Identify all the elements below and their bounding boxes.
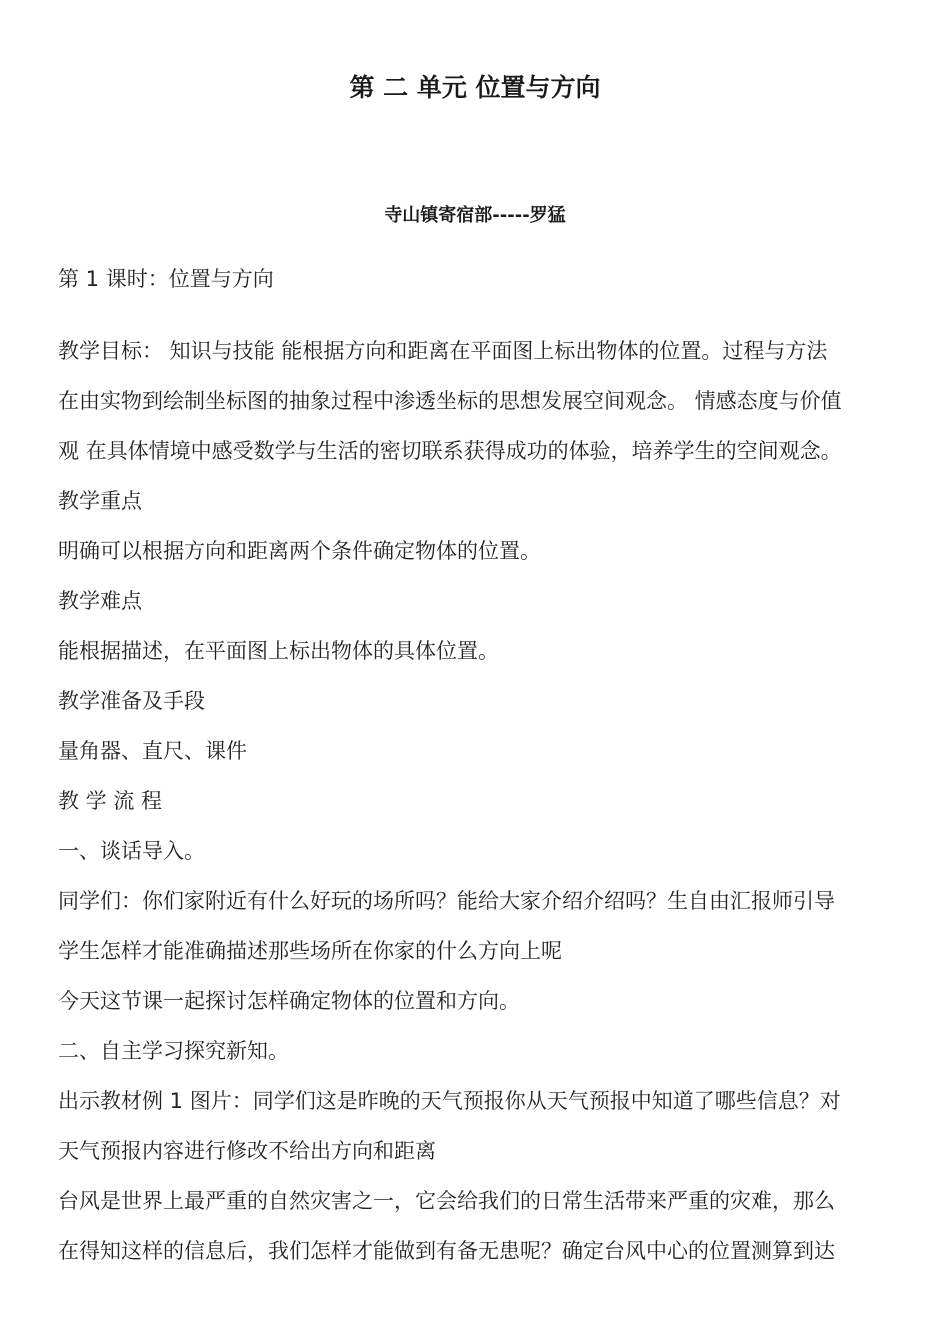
paragraph-line: 量角器、直尺、课件	[58, 739, 247, 763]
document-title: 第 二 单元 位置与方向	[349, 73, 601, 102]
paragraph-line: 教学目标： 知识与技能 能根据方向和距离在平面图上标出物体的位置。过程与方法	[58, 339, 828, 363]
paragraph-line: 同学们：你们家附近有什么好玩的场所吗？能给大家介绍介绍吗？生自由汇报师引导	[58, 889, 835, 913]
paragraph-line: 学生怎样才能准确描述那些场所在你家的什么方向上呢	[58, 939, 562, 963]
section-heading: 教学重点	[58, 489, 142, 513]
section-heading: 教 学 流 程	[58, 789, 163, 813]
author-line: 寺山镇寄宿部-----罗猛	[384, 205, 566, 226]
lesson-heading: 第 1 课时：位置与方向	[58, 267, 274, 291]
paragraph-line: 今天这节课一起探讨怎样确定物体的位置和方向。	[58, 989, 520, 1013]
paragraph-line: 观 在具体情境中感受数学与生活的密切联系获得成功的体验，培养学生的空间观念。	[58, 439, 842, 463]
paragraph-line: 明确可以根据方向和距离两个条件确定物体的位置。	[58, 539, 541, 563]
paragraph-line: 在由实物到绘制坐标图的抽象过程中渗透坐标的思想发展空间观念。 情感态度与价值	[58, 389, 842, 413]
section-heading: 教学准备及手段	[58, 689, 205, 713]
paragraph-line: 出示教材例 1 图片：同学们这是昨晚的天气预报你从天气预报中知道了哪些信息？对	[58, 1089, 841, 1113]
section-heading: 教学难点	[58, 589, 142, 613]
paragraph-line: 天气预报内容进行修改不给出方向和距离	[58, 1139, 436, 1163]
paragraph-line: 在得知这样的信息后，我们怎样才能做到有备无患呢？确定台风中心的位置测算到达	[58, 1239, 835, 1263]
section-heading: 一、谈话导入。	[58, 839, 205, 863]
paragraph-line: 能根据描述，在平面图上标出物体的具体位置。	[58, 639, 499, 663]
document-body	[58, 326, 894, 1276]
section-heading: 二、自主学习探究新知。	[58, 1039, 289, 1063]
paragraph-line: 台风是世界上最严重的自然灾害之一，它会给我们的日常生活带来严重的灾难，那么	[58, 1189, 835, 1213]
